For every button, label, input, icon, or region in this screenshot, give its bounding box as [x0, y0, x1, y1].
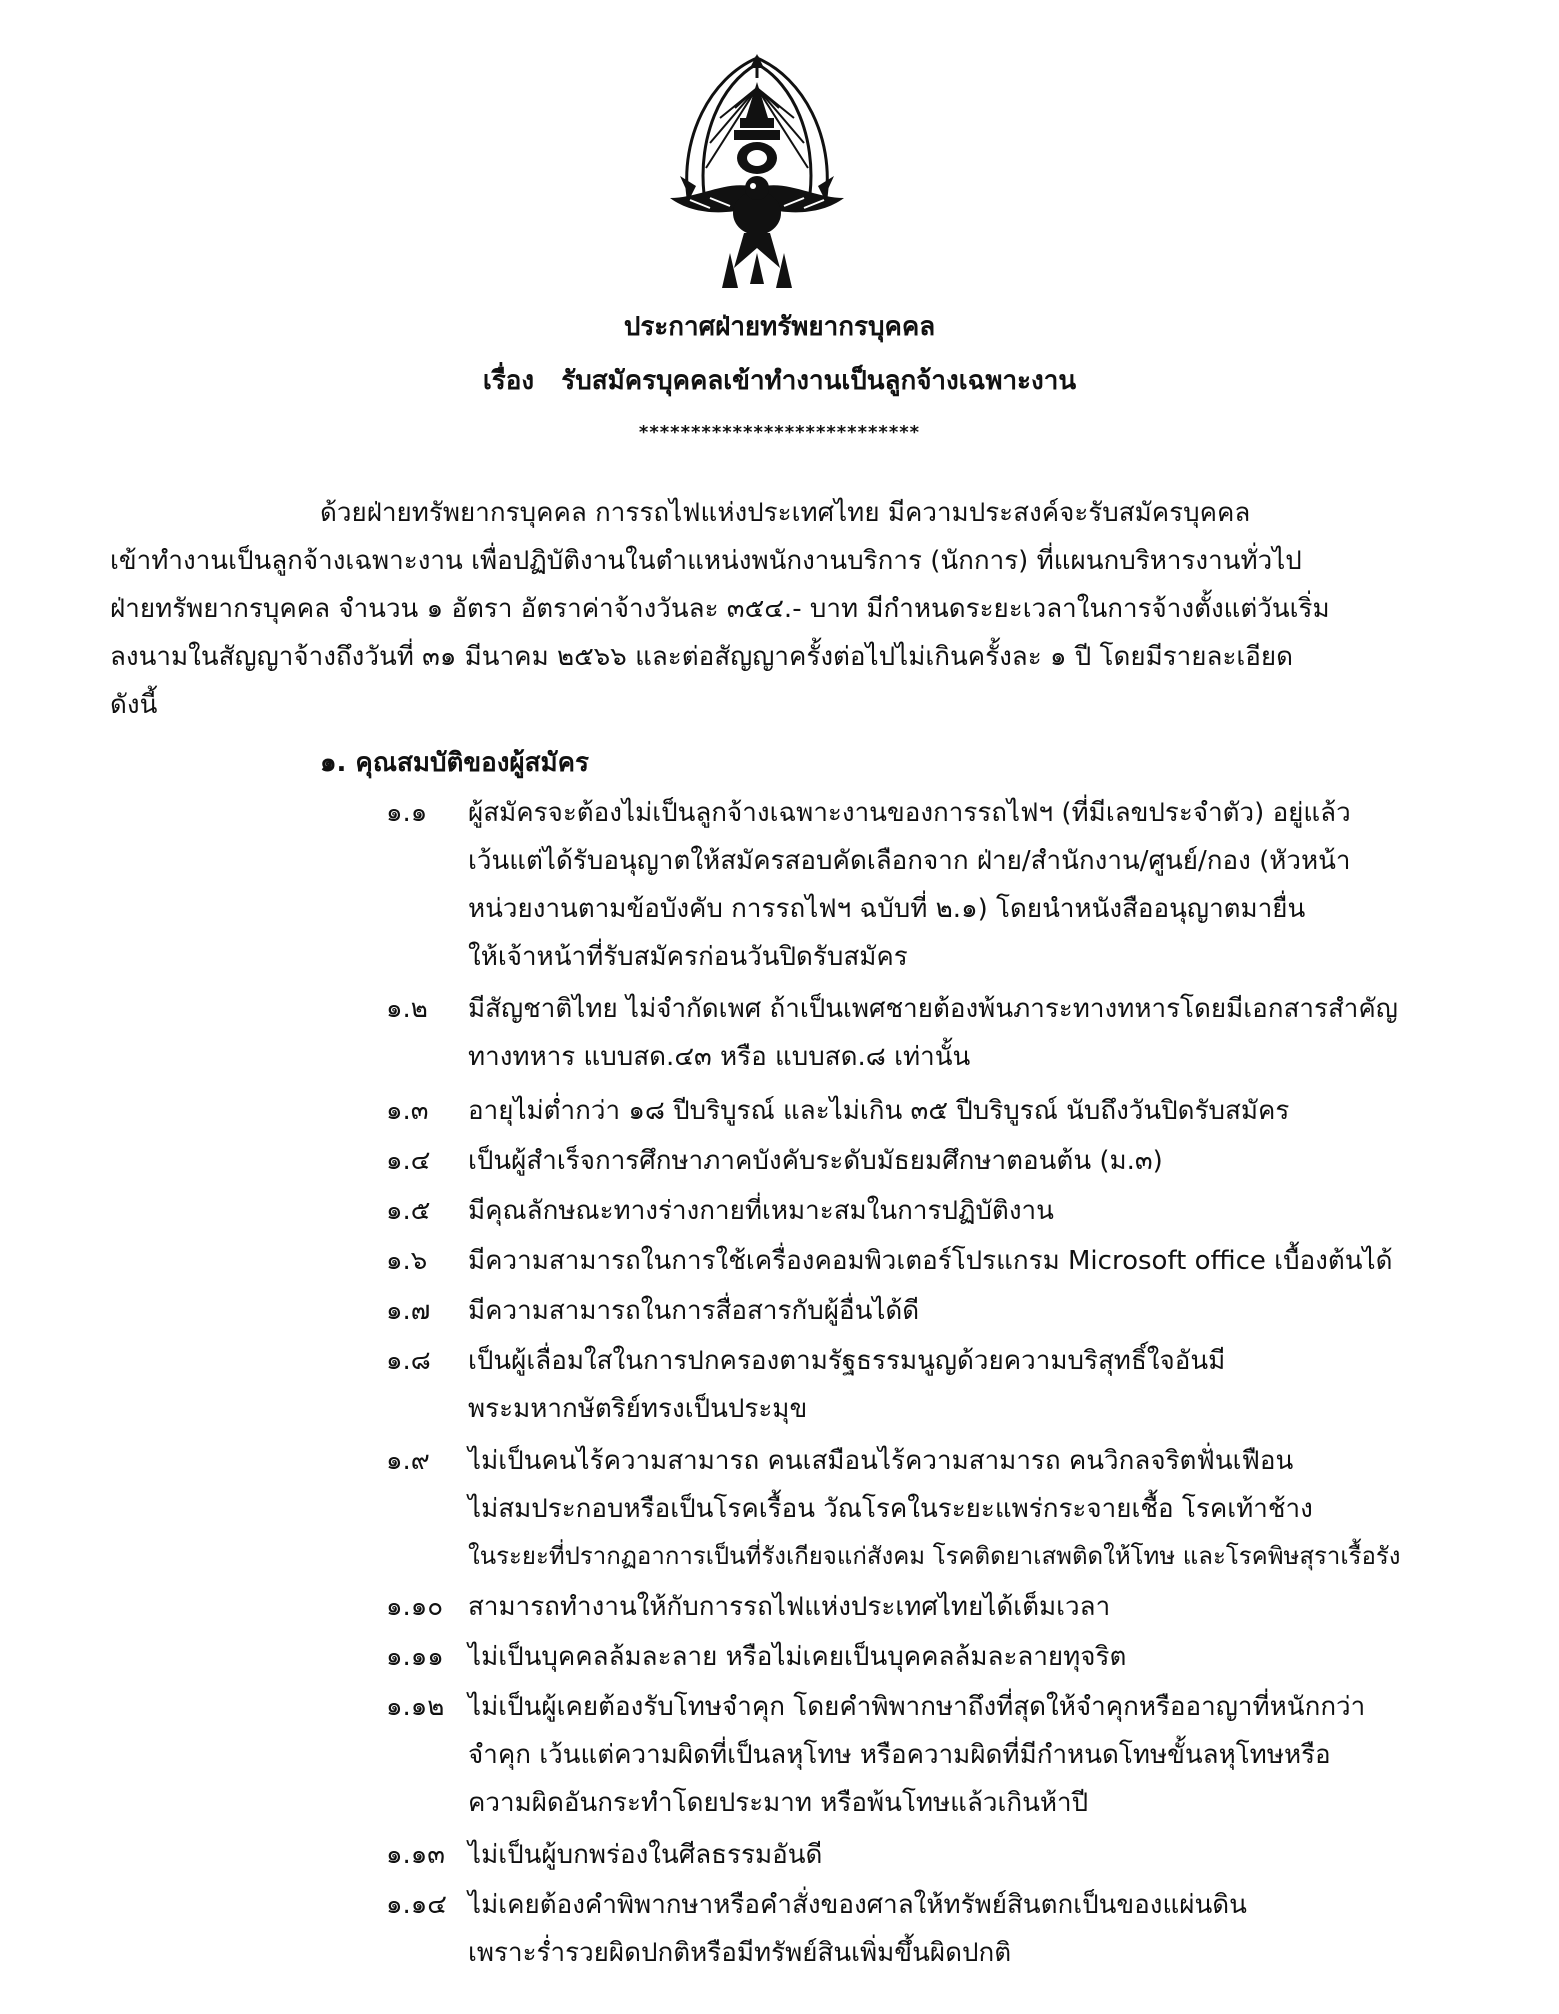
item-text: เป็นผู้สำเร็จการศึกษาภาคบังคับระดับมัธยมศึกษาตอนต้น (ม.๓)	[468, 1146, 1163, 1176]
item-text: ไม่เป็นผู้เคยต้องรับโทษจำคุก โดยคำพิพากษาถึงที่สุดให้จำคุกหรืออาญาที่หนักกว่า	[468, 1692, 1366, 1722]
item-text: ไม่เป็นผู้บกพร่องในศีลธรรมอันดี	[468, 1840, 823, 1870]
item-text: ไม่เคยต้องคำพิพากษาหรือคำสั่งของศาลให้ทรัพย์สินตกเป็นของแผ่นดิน	[468, 1890, 1247, 1920]
item-text: ไม่สมประกอบหรือเป็นโรคเรื้อน วัณโรคในระยะแพร่กระจายเชื้อ โรคเท้าช้าง	[468, 1494, 1313, 1524]
item-text: ให้เจ้าหน้าที่รับสมัครก่อนวันปิดรับสมัคร	[468, 942, 908, 972]
item-number: ๑.๖	[386, 1246, 428, 1276]
item-text: สามารถทำงานให้กับการรถไฟแห่งประเทศไทยได้เต็มเวลา	[468, 1592, 1111, 1622]
item-text: มีความสามารถในการสื่อสารกับผู้อื่นได้ดี	[468, 1296, 920, 1326]
subject-label: เรื่อง	[482, 366, 535, 396]
item-text: ความผิดอันกระทำโดยประมาท หรือพ้นโทษแล้วเกินห้าปี	[468, 1788, 1089, 1818]
item-number: ๑.๑๔	[386, 1890, 447, 1920]
item-number: ๑.๗	[386, 1296, 431, 1326]
item-number: ๑.๑	[386, 798, 428, 828]
item-number: ๑.๑๓	[386, 1840, 446, 1870]
intro-line: ฝ่ายทรัพยากรบุคคล จำนวน ๑ อัตรา อัตราค่าจ้างวันละ ๓๕๔.- บาท มีกำหนดระยะเวลาในการจ้างตั้งแต่วันเริ่ม	[110, 594, 1330, 624]
item-number: ๑.๑๑	[386, 1642, 444, 1672]
intro-line: เข้าทำงานเป็นลูกจ้างเฉพาะงาน เพื่อปฏิบัติงานในตำแหน่งพนักงานบริการ (นักการ) ที่แผนกบริหารงานทั่วไป	[110, 546, 1302, 576]
item-text: หน่วยงานตามข้อบังคับ การรถไฟฯ ฉบับที่ ๒.๑) โดยนำหนังสืออนุญาตมายื่น	[468, 894, 1306, 924]
section-heading: ๑. คุณสมบัติของผู้สมัคร	[320, 748, 590, 778]
item-text: จำคุก เว้นแต่ความผิดที่เป็นลหุโทษ หรือความผิดที่มีกำหนดโทษขั้นลหุโทษหรือ	[468, 1740, 1331, 1770]
item-text: มีความสามารถในการใช้เครื่องคอมพิวเตอร์โปรแกรม Microsoft office เบื้องต้นได้	[468, 1246, 1393, 1276]
item-text: ทางทหาร แบบสด.๔๓ หรือ แบบสด.๘ เท่านั้น	[468, 1042, 971, 1072]
title-separator: ***************************	[638, 422, 921, 443]
announcement-title: ประกาศฝ่ายทรัพยากรบุคคล	[623, 312, 936, 342]
item-number: ๑.๑๒	[386, 1692, 445, 1722]
item-text: ไม่เป็นคนไร้ความสามารถ คนเสมือนไร้ความสามารถ คนวิกลจริตฟั่นเฟือน	[468, 1446, 1294, 1476]
item-number: ๑.๒	[386, 994, 428, 1024]
item-number: ๑.๔	[386, 1146, 431, 1176]
item-text: ไม่เป็นบุคคลล้มละลาย หรือไม่เคยเป็นบุคคลล้มละลายทุจริต	[468, 1642, 1127, 1672]
item-text: มีสัญชาติไทย ไม่จำกัดเพศ ถ้าเป็นเพศชายต้องพ้นภาระทางทหารโดยมีเอกสารสำคัญ	[468, 994, 1398, 1024]
item-text: มีคุณลักษณะทางร่างกายที่เหมาะสมในการปฏิบัติงาน	[468, 1196, 1054, 1226]
intro-line: ด้วยฝ่ายทรัพยากรบุคคล การรถไฟแห่งประเทศไทย มีความประสงค์จะรับสมัครบุคคล	[320, 498, 1251, 528]
item-text: เพราะร่ำรวยผิดปกติหรือมีทรัพย์สินเพิ่มขึ้นผิดปกติ	[468, 1938, 1012, 1968]
emblem-icon	[650, 48, 865, 300]
announcement-subject	[0, 360, 1559, 401]
item-number: ๑.๘	[386, 1346, 431, 1376]
item-text: อายุไม่ต่ำกว่า ๑๘ ปีบริบูรณ์ และไม่เกิน ๓๕ ปีบริบูรณ์ นับถึงวันปิดรับสมัคร	[468, 1096, 1290, 1126]
item-text: เป็นผู้เลื่อมใสในการปกครองตามรัฐธรรมนูญด้วยความบริสุทธิ์ใจอันมี	[468, 1346, 1226, 1376]
item-number: ๑.๓	[386, 1096, 429, 1126]
item-number: ๑.๑๐	[386, 1592, 444, 1622]
intro-line: ดังนี้	[110, 690, 158, 720]
subject-text: รับสมัครบุคคลเข้าทำงานเป็นลูกจ้างเฉพาะงาน	[561, 366, 1077, 396]
intro-line: ลงนามในสัญญาจ้างถึงวันที่ ๓๑ มีนาคม ๒๕๖๖ และต่อสัญญาครั้งต่อไปไม่เกินครั้งละ ๑ ปี โดยมีรายละเอียด	[110, 642, 1294, 672]
item-text: ในระยะที่ปรากฏอาการเป็นที่รังเกียจแก่สังคม โรคติดยาเสพติดให้โทษ และโรคพิษสุราเรื้อรัง	[468, 1542, 1401, 1570]
item-text: เว้นแต่ได้รับอนุญาตให้สมัครสอบคัดเลือกจาก ฝ่าย/สำนักงาน/ศูนย์/กอง (หัวหน้า	[468, 846, 1351, 876]
item-text: พระมหากษัตริย์ทรงเป็นประมุข	[468, 1394, 808, 1424]
item-number: ๑.๕	[386, 1196, 431, 1226]
item-text: ผู้สมัครจะต้องไม่เป็นลูกจ้างเฉพาะงานของการรถไฟฯ (ที่มีเลขประจำตัว) อยู่แล้ว	[468, 798, 1351, 828]
item-number: ๑.๙	[386, 1446, 430, 1476]
